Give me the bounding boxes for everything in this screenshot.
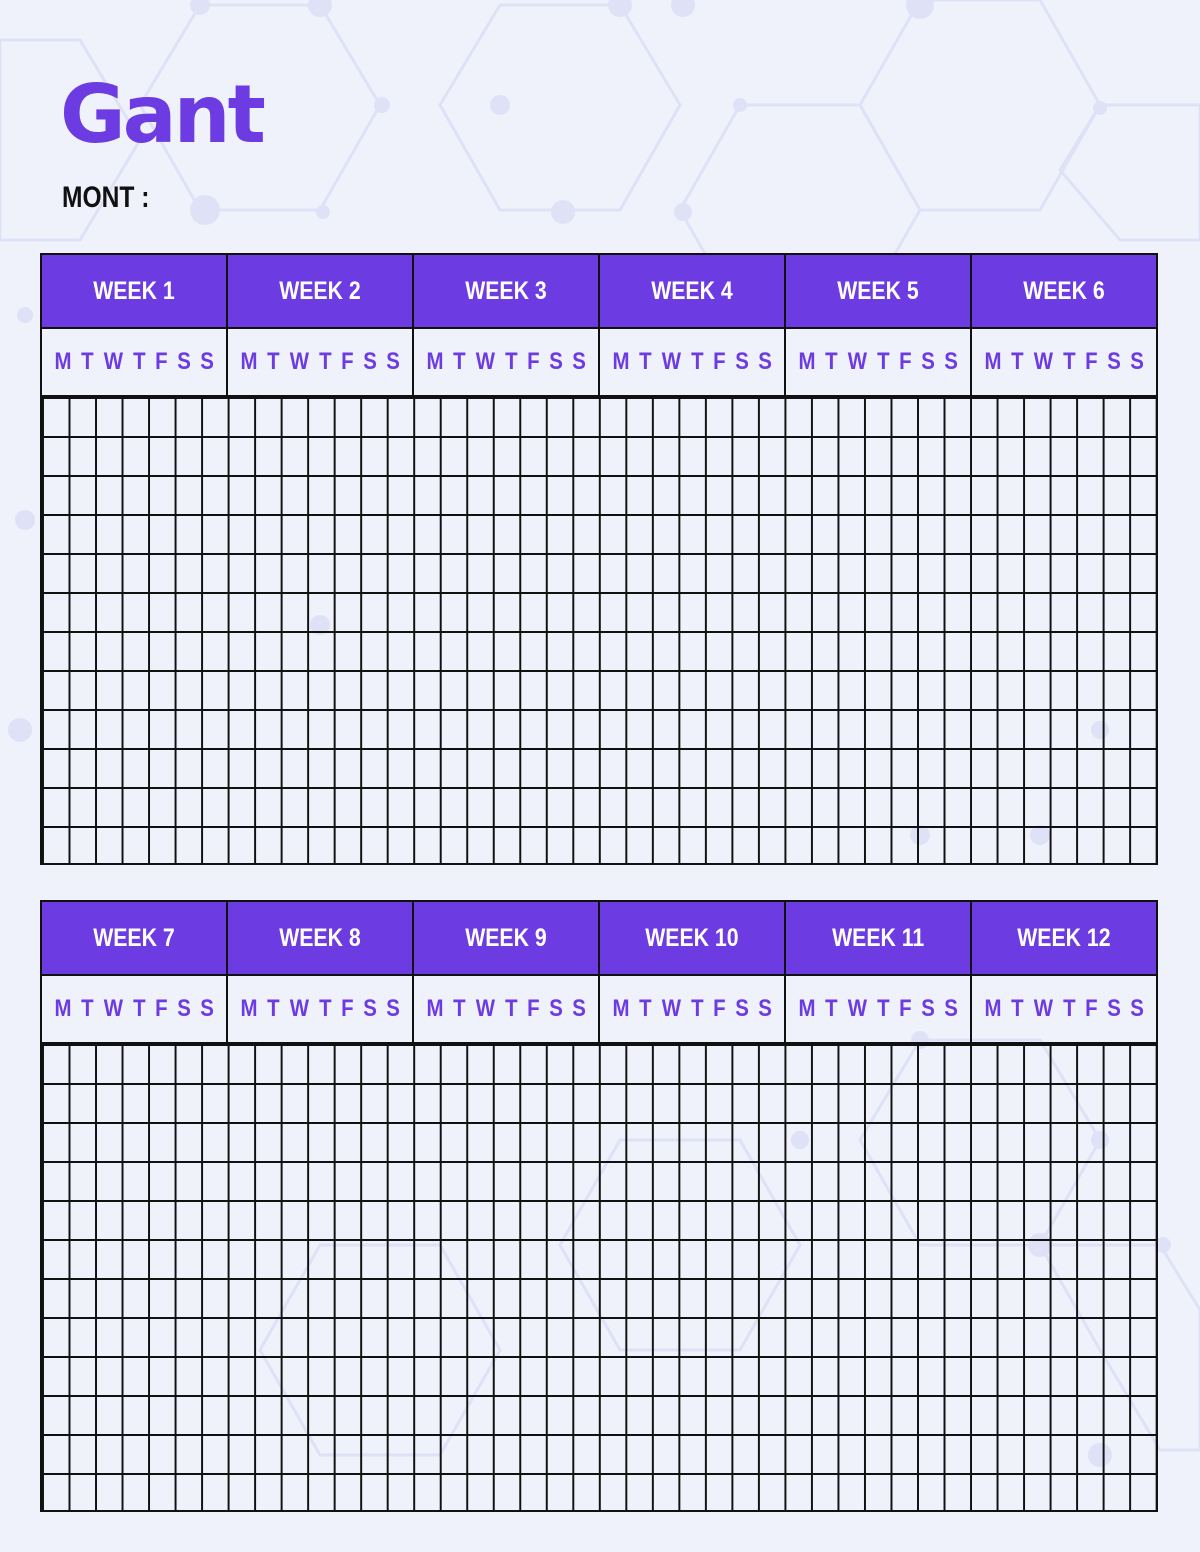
day-letter: T bbox=[1011, 995, 1024, 1022]
week-header bbox=[42, 255, 226, 329]
week-label: WEEK 2 bbox=[279, 276, 361, 305]
week-header bbox=[226, 255, 412, 329]
day-letter: F bbox=[154, 348, 168, 375]
day-letter: S bbox=[734, 348, 749, 375]
day-letter: T bbox=[639, 348, 652, 375]
week-days-group bbox=[412, 329, 598, 395]
day-letter: T bbox=[453, 348, 466, 375]
day-letter: S bbox=[1106, 348, 1121, 375]
day-letter: T bbox=[1063, 348, 1076, 375]
day-letter: W bbox=[103, 995, 124, 1022]
day-letter: F bbox=[340, 995, 354, 1022]
day-letter: S bbox=[385, 995, 400, 1022]
day-letter: S bbox=[571, 348, 586, 375]
day-letter: W bbox=[103, 348, 124, 375]
day-letter: T bbox=[505, 995, 518, 1022]
day-letter: W bbox=[847, 995, 868, 1022]
week-header bbox=[970, 902, 1156, 976]
week-label: WEEK 10 bbox=[645, 923, 739, 952]
day-letter: S bbox=[943, 348, 958, 375]
week-label: WEEK 6 bbox=[1023, 276, 1105, 305]
day-letter: F bbox=[1084, 995, 1098, 1022]
week-days-group bbox=[970, 329, 1156, 395]
day-letter: S bbox=[1106, 995, 1121, 1022]
day-letter: W bbox=[661, 995, 682, 1022]
day-letter: T bbox=[81, 995, 94, 1022]
week-label: WEEK 7 bbox=[93, 923, 175, 952]
day-letter: T bbox=[267, 995, 280, 1022]
day-letter: W bbox=[289, 348, 310, 375]
page-title: Gant bbox=[60, 68, 263, 161]
task-grid[interactable] bbox=[42, 1042, 1156, 1512]
day-letter: S bbox=[199, 995, 214, 1022]
day-letter: W bbox=[289, 995, 310, 1022]
week-days-group bbox=[970, 976, 1156, 1042]
week-header bbox=[784, 902, 970, 976]
week-days-group bbox=[598, 976, 784, 1042]
day-letter: F bbox=[526, 995, 540, 1022]
week-label: WEEK 4 bbox=[651, 276, 733, 305]
day-letter: T bbox=[877, 348, 890, 375]
day-letter: F bbox=[898, 348, 912, 375]
week-days-group bbox=[42, 976, 226, 1042]
day-letter: M bbox=[612, 348, 630, 375]
day-letter: S bbox=[1129, 348, 1144, 375]
week-header-row bbox=[42, 255, 1156, 329]
day-letter: M bbox=[426, 995, 444, 1022]
week-label: WEEK 11 bbox=[831, 923, 925, 952]
day-letter: S bbox=[362, 995, 377, 1022]
day-letter: F bbox=[154, 995, 168, 1022]
day-letter: S bbox=[920, 995, 935, 1022]
week-header bbox=[598, 902, 784, 976]
week-header bbox=[42, 902, 226, 976]
day-letter: W bbox=[475, 348, 496, 375]
day-letter: M bbox=[798, 348, 816, 375]
week-label: WEEK 3 bbox=[465, 276, 547, 305]
day-letter: S bbox=[757, 348, 772, 375]
day-letter: S bbox=[571, 995, 586, 1022]
week-header bbox=[598, 255, 784, 329]
day-letter: M bbox=[54, 348, 72, 375]
week-days-group bbox=[42, 329, 226, 395]
day-letter: W bbox=[847, 348, 868, 375]
day-letter: W bbox=[475, 995, 496, 1022]
day-letter: M bbox=[54, 995, 72, 1022]
month-label: MONT : bbox=[62, 181, 150, 214]
day-letter: T bbox=[691, 348, 704, 375]
day-letter: S bbox=[943, 995, 958, 1022]
day-letter: S bbox=[548, 348, 563, 375]
day-letter: M bbox=[426, 348, 444, 375]
task-grid[interactable] bbox=[42, 395, 1156, 865]
day-letter: T bbox=[505, 348, 518, 375]
day-letter: T bbox=[453, 995, 466, 1022]
day-letter: S bbox=[176, 348, 191, 375]
day-letter: T bbox=[825, 995, 838, 1022]
week-header bbox=[226, 902, 412, 976]
day-letter: S bbox=[734, 995, 749, 1022]
day-letter: F bbox=[1084, 348, 1098, 375]
week-label: WEEK 5 bbox=[837, 276, 919, 305]
day-letter: M bbox=[984, 348, 1002, 375]
week-days-group bbox=[598, 329, 784, 395]
gantt-table-weeks-7-12 bbox=[40, 900, 1158, 1512]
day-letter: T bbox=[1011, 348, 1024, 375]
day-letter: S bbox=[176, 995, 191, 1022]
week-label: WEEK 8 bbox=[279, 923, 361, 952]
day-header-row bbox=[42, 329, 1156, 395]
week-days-group bbox=[226, 329, 412, 395]
day-letter: S bbox=[362, 348, 377, 375]
day-letter: T bbox=[319, 348, 332, 375]
week-header-row bbox=[42, 902, 1156, 976]
week-days-group bbox=[784, 329, 970, 395]
week-header bbox=[412, 902, 598, 976]
day-letter: T bbox=[267, 348, 280, 375]
day-letter: S bbox=[920, 348, 935, 375]
day-letter: M bbox=[798, 995, 816, 1022]
day-letter: M bbox=[984, 995, 1002, 1022]
week-days-group bbox=[784, 976, 970, 1042]
day-letter: W bbox=[661, 348, 682, 375]
week-days-group bbox=[226, 976, 412, 1042]
day-letter: S bbox=[548, 995, 563, 1022]
day-letter: T bbox=[81, 348, 94, 375]
day-letter: W bbox=[1033, 348, 1054, 375]
day-letter: S bbox=[385, 348, 400, 375]
week-days-group bbox=[412, 976, 598, 1042]
day-letter: S bbox=[1129, 995, 1144, 1022]
week-header bbox=[784, 255, 970, 329]
day-letter: W bbox=[1033, 995, 1054, 1022]
day-letter: T bbox=[133, 348, 146, 375]
gantt-table-weeks-1-6 bbox=[40, 253, 1158, 865]
day-letter: F bbox=[340, 348, 354, 375]
day-letter: T bbox=[133, 995, 146, 1022]
day-letter: M bbox=[240, 995, 258, 1022]
day-header-row bbox=[42, 976, 1156, 1042]
day-letter: S bbox=[199, 348, 214, 375]
week-label: WEEK 1 bbox=[93, 276, 175, 305]
week-label: WEEK 12 bbox=[1017, 923, 1111, 952]
day-letter: T bbox=[691, 995, 704, 1022]
week-label: WEEK 9 bbox=[465, 923, 547, 952]
day-letter: F bbox=[712, 348, 726, 375]
week-header bbox=[412, 255, 598, 329]
day-letter: T bbox=[825, 348, 838, 375]
day-letter: T bbox=[639, 995, 652, 1022]
day-letter: M bbox=[612, 995, 630, 1022]
day-letter: F bbox=[526, 348, 540, 375]
day-letter: T bbox=[319, 995, 332, 1022]
day-letter: S bbox=[757, 995, 772, 1022]
week-header bbox=[970, 255, 1156, 329]
day-letter: T bbox=[1063, 995, 1076, 1022]
month-field[interactable] bbox=[62, 180, 156, 216]
day-letter: M bbox=[240, 348, 258, 375]
day-letter: F bbox=[898, 995, 912, 1022]
day-letter: T bbox=[877, 995, 890, 1022]
day-letter: F bbox=[712, 995, 726, 1022]
